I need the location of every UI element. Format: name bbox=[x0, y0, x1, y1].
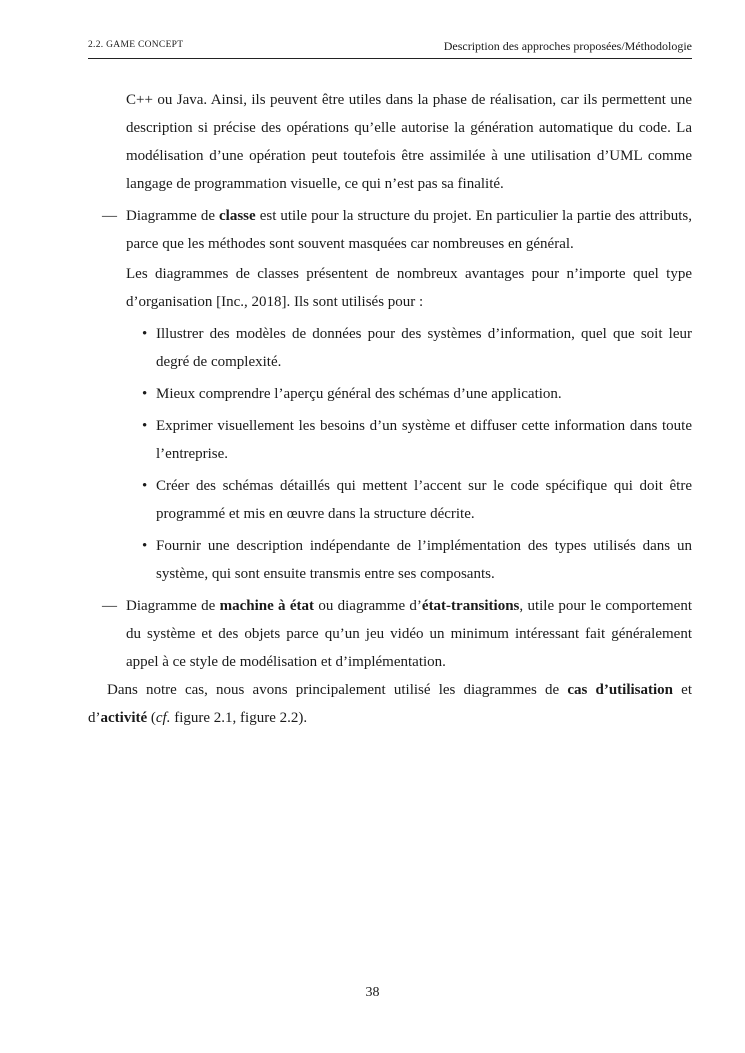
term-machine-a-etat: machine à état bbox=[219, 598, 315, 614]
header-rule bbox=[88, 58, 692, 59]
header-section: 2.2. GAME CONCEPT bbox=[88, 40, 184, 50]
classe-paragraph: Diagramme de classe est utile pour la structure du projet. En particulier la partie des attributs, parce que les méthodes sont souvent masquées car nombreuses en général. bbox=[126, 208, 693, 252]
advantages-list bbox=[88, 320, 692, 588]
term-activite: activité bbox=[100, 710, 148, 726]
running-header bbox=[88, 40, 692, 56]
list-item-classe bbox=[88, 202, 692, 316]
classe-advantages-paragraph: Les diagrammes de classes présentent de nombreux avantages pour n’importe quel type d’organisation [Inc., 2018]. Ils sont utilisés pour : bbox=[126, 266, 692, 310]
list-item: • Exprimer visuellement les besoins d’un système et diffuser cette information dans toute l’entreprise. bbox=[142, 418, 692, 462]
intro-continuation: C++ ou Java. Ainsi, ils peuvent être utiles dans la phase de réalisation, car ils permettent une description si précise des opérations qu’elle autorise la génération automatique du code. La modélisation d’une opération peut toutefois être assimilée à une utilisation d’UML comme langage de programmation visuelle, ce qui n’est pas sa finalité. bbox=[126, 92, 692, 192]
list-item-machine bbox=[88, 592, 692, 676]
list-item: • Créer des schémas détaillés qui mettent l’accent sur le code spécifique qui doit être programmé et mis en œuvre dans la structure décrite. bbox=[142, 478, 692, 522]
term-cas-utilisation: cas d’utilisation bbox=[567, 682, 674, 698]
machine-paragraph: Diagramme de machine à état ou diagramme d’état-transitions, utile pour le comportement du système et des objets parce qu’un jeu vidéo un minimum intéressant fait généralement appel à ce style de modélisation et d’implémentation. bbox=[126, 598, 693, 670]
cf-abbrev: cf. bbox=[155, 710, 171, 726]
list-item: • Illustrer des modèles de données pour des systèmes d’information, quel que soit leur degré de complexité. bbox=[142, 326, 692, 370]
list-item: • Fournir une description indépendante de l’implémentation des types utilisés dans un système, qui sont ensuite transmis entre ses composants. bbox=[142, 538, 692, 582]
list-item: • Mieux comprendre l’aperçu général des schémas d’une application. bbox=[142, 386, 562, 402]
page-number: 38 bbox=[365, 985, 380, 1000]
term-etat-transitions: état-transitions bbox=[421, 598, 520, 614]
page-body bbox=[88, 86, 692, 732]
conclusion-paragraph: Dans notre cas, nous avons principalement utilisé les diagrammes de cas d’utilisation et d’activité (cf. figure 2.1, figure 2.2). bbox=[88, 682, 693, 726]
term-classe: classe bbox=[219, 208, 256, 224]
dash-marker: — bbox=[102, 598, 117, 614]
header-chapter: Description des approches proposées/Méthodologie bbox=[443, 39, 692, 53]
dash-marker: — bbox=[102, 208, 117, 224]
